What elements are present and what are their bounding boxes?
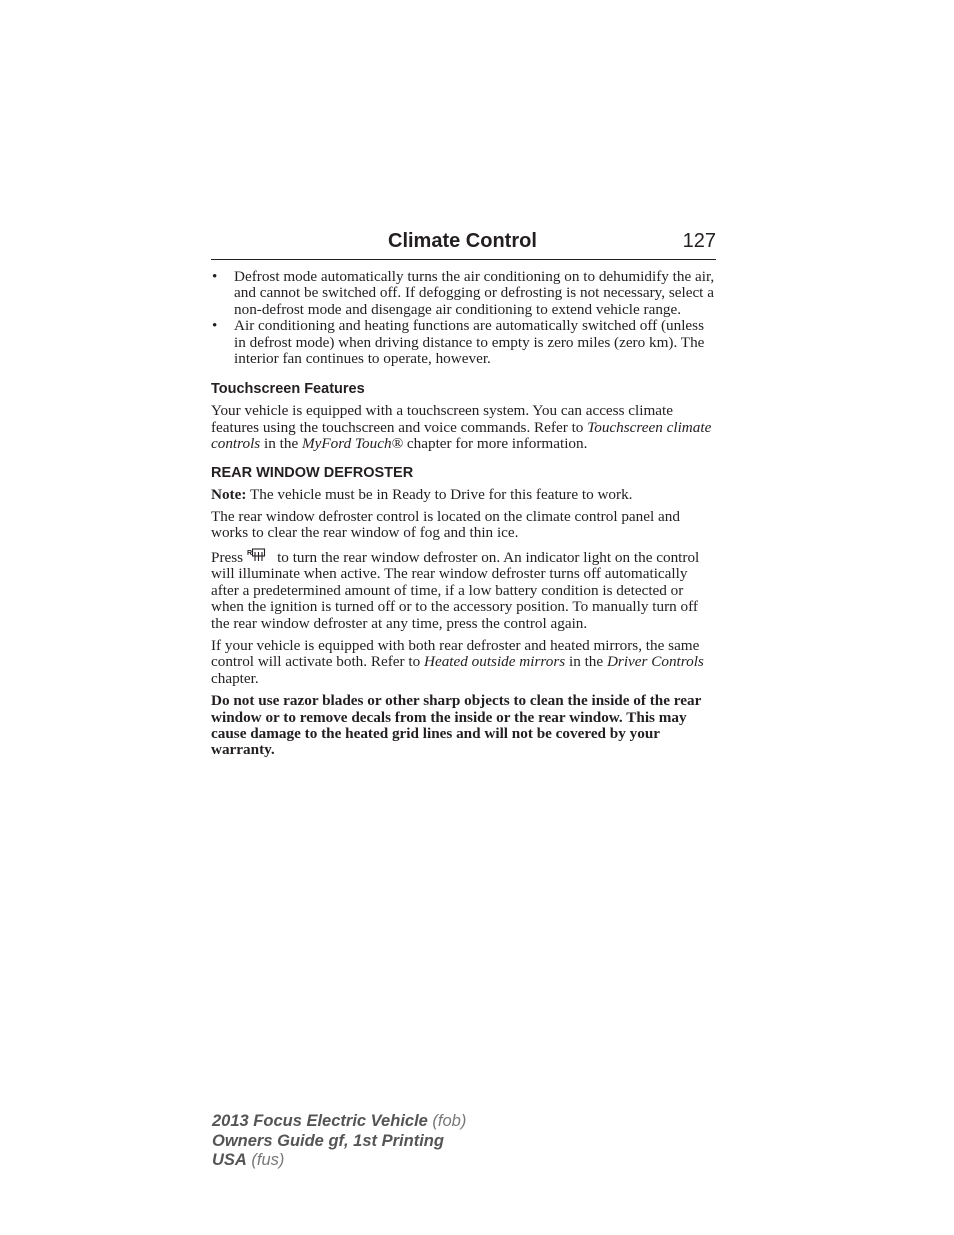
text-run: in the: [260, 435, 302, 453]
note-text: The vehicle must be in Ready to Drive for this feature to work.: [246, 485, 633, 503]
footer-text: USA: [212, 1151, 247, 1169]
text-run: to turn the rear window defroster on. An indicator light on the control will illuminate when active. The rear window defroster turns off automatically after a predetermined amount of time, if a low battery condition is detected or when the ignition is turned off or to the accessory position. To manually turn off the rear window defroster at any time, press the control again.: [211, 548, 700, 632]
chapter-title: Climate Control: [388, 230, 537, 252]
text-run: in the: [565, 653, 607, 671]
footer-line: [212, 1151, 466, 1171]
footer-text: (fus): [246, 1151, 285, 1169]
defroster-location-paragraph: The rear window defroster control is located on the climate control panel and works to clear the rear window of fog and thin ice.: [211, 508, 680, 542]
touchscreen-heading: Touchscreen Features: [211, 381, 365, 398]
page-header: [211, 228, 716, 260]
note-label: Note:: [211, 485, 247, 503]
rear-defroster-heading: REAR WINDOW DEFROSTER: [211, 464, 414, 481]
text-run: Your vehicle is equipped with a touchscreen system. You can access climate features using the touchscreen and voice commands. Refer to: [211, 402, 673, 436]
bullet-marker: •: [212, 268, 218, 285]
note-paragraph: [211, 487, 716, 503]
touchscreen-paragraph: [211, 403, 716, 452]
bullet-text: Defrost mode automatically turns the air conditioning on to dehumidify the air, and cannot be switched off. If defogging or defrosting is not necessary, select a non-defrost mode and disengage air conditioning to extend vehicle range.: [234, 268, 715, 318]
svg-text:R: R: [247, 549, 253, 557]
bullet-list: [211, 269, 716, 367]
text-run: If your vehicle is equipped with both rear defroster and heated mirrors, the same control will activate both. Refer to: [211, 636, 700, 671]
footer-text: Owners Guide gf, 1st Printing: [212, 1131, 444, 1150]
warning-paragraph: [211, 693, 716, 759]
page-number: 127: [682, 230, 716, 252]
page-footer: [212, 1112, 466, 1171]
bullet-item: [211, 269, 716, 318]
footer-line: [212, 1112, 466, 1132]
text-run: chapter.: [211, 669, 259, 687]
cross-reference: Heated outside mirrors: [423, 653, 566, 671]
warning-text: Do not use razor blades or other sharp objects to clean the inside of the rear window or to remove decals from the inside or the rear window. This may cause damage to the heated grid lines and will not be covered by your warranty.: [211, 692, 702, 759]
bullet-marker: •: [212, 317, 218, 335]
footer-text: 2013 Focus Electric Vehicle: [212, 1112, 428, 1130]
footer-text: (fob): [427, 1112, 467, 1130]
footer-line: [212, 1132, 466, 1152]
heated-mirrors-paragraph: [211, 638, 716, 687]
page-content: [211, 228, 716, 765]
cross-reference: Touchscreen climate controls: [211, 418, 712, 453]
body-text: [211, 269, 716, 759]
text-run: chapter for more information.: [403, 435, 588, 453]
text-run: Press: [211, 548, 244, 566]
rear-defrost-icon: [247, 548, 269, 562]
defroster-operation-paragraph: [211, 548, 716, 632]
cross-reference: MyFord Touch®: [301, 435, 404, 453]
cross-reference: Driver Controls: [606, 653, 704, 671]
bullet-item: [211, 318, 716, 367]
bullet-text: Air conditioning and heating functions are automatically switched off (unless in defrost mode) when driving distance to empty is zero miles (zero km). The interior fan continues to operate, however.: [234, 317, 705, 368]
